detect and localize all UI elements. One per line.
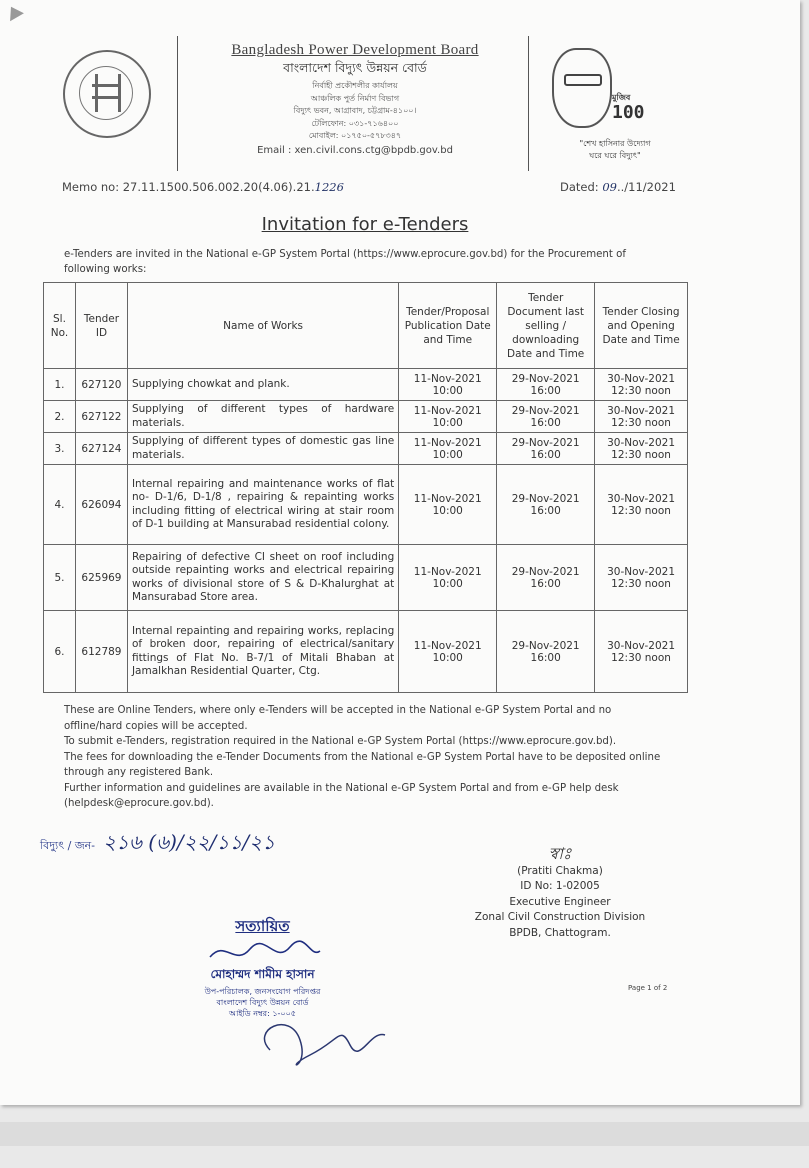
note-line: These are Online Tenders, where only e-Tenders will be accepted in the National e-GP System Portal and no offline/hard copies will be accepted. [64,705,612,732]
signatory-designation: Executive Engineer [509,895,611,908]
date-handwritten-day: 09 [602,180,617,194]
mujib-100-logo: মুজিব 100 [612,93,645,123]
signatory-block [470,846,650,941]
slogan: "শেখ হাসিনার উদ্যোগ ঘরে ঘরে বিদ্যুৎ" [579,139,651,160]
memo-number: Memo no: 27.11.1500.506.002.20(4.06).21.1226 [62,180,344,194]
stamp-line: আইডি নম্বর: ১-০০৫ [228,1009,296,1018]
bpdb-logo-icon [63,50,151,138]
stamp-signature-scribble [205,937,325,969]
tender-table [43,282,688,693]
org-line: টেলিফোন: ০৩১-৭১৬৪০০ [311,118,399,128]
col-header-selling: Tender Document last selling / downloading Date and Time [497,283,595,369]
intro-paragraph: e-Tenders are invited in the National e-GP System Portal (https://www.eprocure.gov.bd) for the Procurement of following works: [64,249,626,275]
col-header-id: Tender ID [75,283,127,369]
org-line: নির্বাহী প্রকৌশলীর কার্যালয় [312,81,398,90]
col-header-sl: Sl. No. [44,283,76,369]
signature-scribble: স্বাঃ [548,844,572,863]
notes-section [64,703,670,812]
second-signature-scribble [250,1010,390,1070]
letterhead-divider [528,36,529,171]
table-row: 5. 625969 Repairing of defective CI sheet on roof including outside repainting works and electrical repairing works of divisional store of S & D-Khalurghat at Mansurabad Store area. 11-Nov-2021 10:00 29-Nov-2021 16:00 30-Nov-2021 12:30 noon [44,545,688,611]
org-line: আঞ্চলিক পুর্ত নির্মাণ বিভাগ [310,93,400,103]
page-bottom-strip [0,1122,809,1146]
col-header-closing: Tender Closing and Opening Date and Time [595,283,688,369]
signatory-name: (Pratiti Chakma) [517,864,603,877]
page-number: Page 1 of 2 [628,984,668,992]
stamp-attested: সত্যায়িত [235,917,290,935]
table-row: 3. 627124 Supplying of different types of domestic gas line materials. 11-Nov-2021 10:00 29-Nov-2021 16:00 30-Nov-2021 12:30 noon [44,433,688,465]
memo-handwritten-number: 1226 [314,180,344,194]
org-line: বিদ্যুৎ ভবন, আগ্রাবাদ, চট্টগ্রাম-৪১০০। [293,106,417,115]
table-row: 4. 626094 Internal repairing and maintenance works of flat no- D-1/6, D-1/8 , repairing & repainting works including fitting of electrical wiring at stair room of D-1 building at Mansurabad residential colony. 11-Nov-2021 10:00 29-Nov-2021 16:00 30-Nov-2021 12:30 noon [44,465,688,545]
table-row: 6. 612789 Internal repainting and repairing works, replacing of broken door, repairing of electrical/sanitary fittings of Flat No. B-7/1 of Mitali Bhaban at Jamalkhan Residential Quarter, Ctg. 11-Nov-2021 10:00 29-Nov-2021 16:00 30-Nov-2021 12:30 noon [44,611,688,693]
table-row: 2. 627122 Supplying of different types of hardware materials. 11-Nov-2021 10:00 29-Nov-2021 16:00 30-Nov-2021 12:30 noon [44,401,688,433]
page-title: Invitation for e-Tenders [261,214,469,235]
portrait-face-icon [552,48,612,128]
organization-block [185,42,525,156]
table-header-row [44,283,688,369]
table-row: 1. 627120 Supplying chowkat and plank. 11-Nov-2021 10:00 29-Nov-2021 16:00 30-Nov-2021 12:30 noon [44,369,688,401]
letterhead-divider [177,36,178,171]
note-line: The fees for downloading the e-Tender Documents from the National e-GP System Portal have to be deposited online through any registered Bank. [64,751,661,778]
signatory-office: BPDB, Chattogram. [509,926,611,939]
col-header-name: Name of Works [127,283,398,369]
stamp-line: বাংলাদেশ বিদ্যুৎ উন্নয়ন বোর্ড [216,998,309,1007]
memo-date: Dated: 09../11/2021 [560,180,676,194]
org-name-bn: বাংলাদেশ বিদ্যুৎ উন্নয়ন বোর্ড [283,60,427,75]
signatory-id: ID No: 1-02005 [520,880,600,892]
stamp-name: মোহাম্মদ শামীম হাসান [210,967,315,981]
note-line: To submit e-Tenders, registration required in the National e-GP System Portal (https://www.eprocure.gov.bd). [64,736,617,747]
signatory-division: Zonal Civil Construction Division [474,911,646,923]
portrait-image [540,44,690,144]
letterhead [45,36,715,176]
col-header-publication: Tender/Proposal Publication Date and Time [399,283,497,369]
note-line: Further information and guidelines are available in the National e-GP System Portal and from e-GP help desk (helpdesk@eprocure.gov.bd). [64,782,619,809]
org-line: মোবাইল: ০১৭৫০-৫৭৮৩৪৭ [308,131,402,140]
org-email: Email : xen.civil.cons.ctg@bpdb.gov.bd [257,144,453,156]
org-name-en: Bangladesh Power Development Board [231,42,479,58]
handwritten-reference: বিদ্যুৎ / জন- ২১৬ (৬)/২২/১১/২১ [40,830,276,854]
stamp-line: উপ-পরিচালক, জনসংযোগ পরিদপ্তর [204,987,321,996]
scan-corner-mark [4,3,24,21]
glasses-icon [564,74,602,86]
